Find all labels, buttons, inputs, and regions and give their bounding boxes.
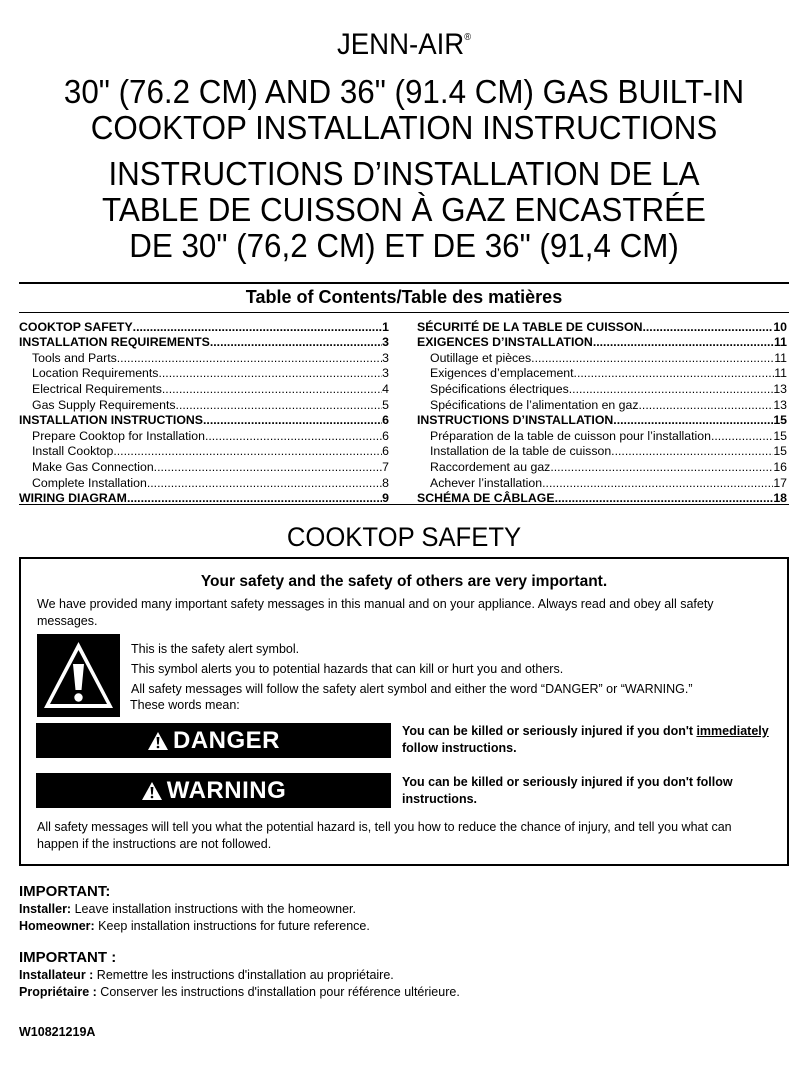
danger-alert-icon [147,731,169,751]
toc-entry[interactable] [417,349,787,365]
alert-line: This is the safety alert symbol. [131,642,300,656]
toc-entry[interactable] [417,396,787,412]
toc-entry[interactable] [417,458,787,474]
warning-label: WARNING [166,776,287,804]
installer-note: Installer: Leave installation instructions with the homeowner. [19,902,356,916]
toc-entry-label: Install Cooktop [32,444,114,459]
toc-entry[interactable] [417,443,787,459]
toc-entry-page: 17 [773,475,787,490]
toc-entry-page: 8 [382,475,389,490]
toc-entry-page: 7 [382,459,389,474]
toc-entry-page: 6 [382,428,389,443]
toc-leader-dots [147,476,382,490]
important-french [19,948,460,1000]
title-en-line: COOKTOP INSTALLATION INSTRUCTIONS [90,109,718,146]
toc-entry[interactable] [19,458,389,474]
toc-leader-dots [574,366,775,380]
toc-leader-dots [133,320,383,334]
toc-entry-page: 3 [382,350,389,365]
toc-entry-page: 9 [382,491,389,506]
toc-leader-dots [593,335,774,349]
toc-entry-page: 10 [773,319,787,334]
title-french [20,156,788,264]
toc-entry-page: 3 [382,366,389,381]
important-heading: IMPORTANT: [19,883,111,900]
title-en-line: 30" (76.2 CM) AND 36" (91.4 CM) GAS BUILT-IN [63,73,745,110]
installer-note: Installateur : Remettre les instructions d'installation au propriétaire. [19,968,394,982]
toc-entry-label: Location Requirements [32,366,159,381]
toc-entry[interactable] [417,427,787,443]
toc-entry[interactable] [19,474,389,490]
toc-entry-page: 6 [382,444,389,459]
toc-leader-dots [210,335,382,349]
toc-column-english [19,318,389,505]
toc-entry[interactable] [19,334,389,350]
toc-entry[interactable] [417,490,787,506]
toc-entry-label: EXIGENCES D’INSTALLATION [417,335,593,350]
toc-entry[interactable] [19,427,389,443]
toc-heading-rule [19,312,789,313]
toc-entry-label: Préparation de la table de cuisson pour l’installation [430,428,711,443]
warning-banner [36,773,391,808]
toc-entry-label: COOKTOP SAFETY [19,319,133,334]
homeowner-note: Homeowner: Keep installation instructions for future reference. [19,918,370,933]
toc-entry-label: Raccordement au gaz [430,459,551,474]
toc-entry-page: 13 [773,397,787,412]
toc-entry-label: Electrical Requirements [32,381,162,396]
important-english [19,882,370,934]
toc-entry[interactable] [417,380,787,396]
toc-entry[interactable] [417,412,787,428]
brand-logo: JENN-AIR® [336,28,472,61]
toc-entry-page: 6 [382,413,389,428]
toc-entry-label: WIRING DIAGRAM [19,491,127,506]
toc-leader-dots [550,460,773,474]
toc-entry-label: INSTRUCTIONS D’INSTALLATION [417,413,614,428]
important-heading: IMPORTANT : [19,949,117,966]
title-english [20,74,788,146]
toc-entry-page: 4 [382,381,389,396]
toc-entry[interactable] [19,365,389,381]
warning-message: You can be killed or seriously injured if you don't follow instructions. [402,775,733,806]
toc-leader-dots [203,413,382,427]
toc-entry-page: 15 [773,428,787,443]
toc-entry-label: Spécifications électriques [430,381,569,396]
toc-leader-dots [711,429,773,443]
toc-entry-label: Achever l’installation [430,475,543,490]
safety-box [19,557,789,866]
alert-line: All safety messages will follow the safety alert symbol and either the word “DANGER” or “WARNING.” [131,682,693,696]
toc-entry-page: 15 [773,413,787,428]
toc-entry[interactable] [417,474,787,490]
toc-entry[interactable] [19,318,389,334]
toc-entry[interactable] [417,365,787,381]
danger-label: DANGER [172,726,280,754]
toc-entry-label: Prepare Cooktop for Installation [32,428,205,443]
toc-entry-label: Tools and Parts [32,350,117,365]
toc-leader-dots [611,444,773,458]
toc-leader-dots [117,351,382,365]
toc-bottom-rule [19,504,789,505]
alert-explanation [131,639,693,713]
danger-message: You can be killed or seriously injured if you don't immediately follow instructions. [402,724,769,755]
toc-entry-label: Exigences d’emplacement [430,366,574,381]
toc-entry-label: Gas Supply Requirements [32,397,176,412]
toc-leader-dots [531,351,774,365]
safety-alert-icon [37,634,120,717]
part-number: W10821219A [19,1025,96,1039]
toc-leader-dots [613,413,773,427]
toc-leader-dots [542,476,773,490]
toc-entry-page: 11 [774,366,787,381]
toc-entry-page: 13 [773,381,787,396]
title-fr-line: DE 30" (76,2 CM) ET DE 36" (91,4 CM) [129,227,679,264]
toc-entry-label: INSTALLATION INSTRUCTIONS [19,413,203,428]
section-title: COOKTOP SAFETY [286,522,522,552]
toc-entry-label: Installation de la table de cuisson [430,444,612,459]
safety-footer: All safety messages will tell you what the potential hazard is, tell you how to reduce the chance of injury, and tell you what can happen if the instructions are not followed. [37,820,732,851]
toc-entry-page: 16 [773,459,787,474]
title-fr-line: TABLE DE CUISSON À GAZ ENCASTRÉE [102,191,706,228]
toc-leader-dots [205,429,382,443]
toc-top-rule [19,282,789,284]
toc-entry[interactable] [417,318,787,334]
title-fr-line: INSTRUCTIONS D’INSTALLATION DE LA [108,155,700,192]
toc-entry-page: 11 [774,350,787,365]
toc-leader-dots [569,382,774,396]
toc-entry-label: INSTALLATION REQUIREMENTS [19,335,210,350]
toc-leader-dots [639,398,774,412]
toc-entry-label: SCHÉMA DE CÂBLAGE [417,491,555,506]
toc-leader-dots [162,382,382,396]
toc-column-french [417,318,787,505]
toc-entry-label: Make Gas Connection [32,459,154,474]
toc-leader-dots [154,460,382,474]
toc-entry-page: 1 [382,319,389,334]
toc-entry[interactable] [19,380,389,396]
toc-leader-dots [158,366,382,380]
toc-entry-label: Complete Installation [32,475,147,490]
danger-banner [36,723,391,758]
toc-entry-page: 3 [382,335,389,350]
toc-entry-page: 15 [773,444,787,459]
warning-alert-icon [141,781,163,801]
toc-entry-page: 18 [773,491,787,506]
toc-entry[interactable] [19,396,389,412]
toc-entry[interactable] [19,443,389,459]
toc-entry[interactable] [19,412,389,428]
safety-intro: We have provided many important safety messages in this manual and on your appliance. Always read and obey all safety messages. [37,597,714,628]
homeowner-note: Propriétaire : Conserver les instructions d'installation pour référence ultérieure. [19,984,460,999]
safety-heading: Your safety and the safety of others are very important. [200,573,608,590]
toc-entry-page: 11 [774,335,787,350]
toc-leader-dots [642,320,773,334]
toc-leader-dots [176,398,383,412]
toc-entry[interactable] [19,349,389,365]
toc-leader-dots [113,444,382,458]
alert-line: These words mean: [130,698,240,712]
toc-entry-page: 5 [382,397,389,412]
toc-entry-label: Outillage et pièces [430,350,532,365]
toc-entry[interactable] [417,334,787,350]
toc-entry-label: SÉCURITÉ DE LA TABLE DE CUISSON [417,319,643,334]
toc-heading: Table of Contents/Table des matières [245,287,563,307]
alert-line: This symbol alerts you to potential hazards that can kill or hurt you and others. [131,662,564,676]
toc-entry[interactable] [19,490,389,506]
toc-entry-label: Spécifications de l’alimentation en gaz [430,397,639,412]
